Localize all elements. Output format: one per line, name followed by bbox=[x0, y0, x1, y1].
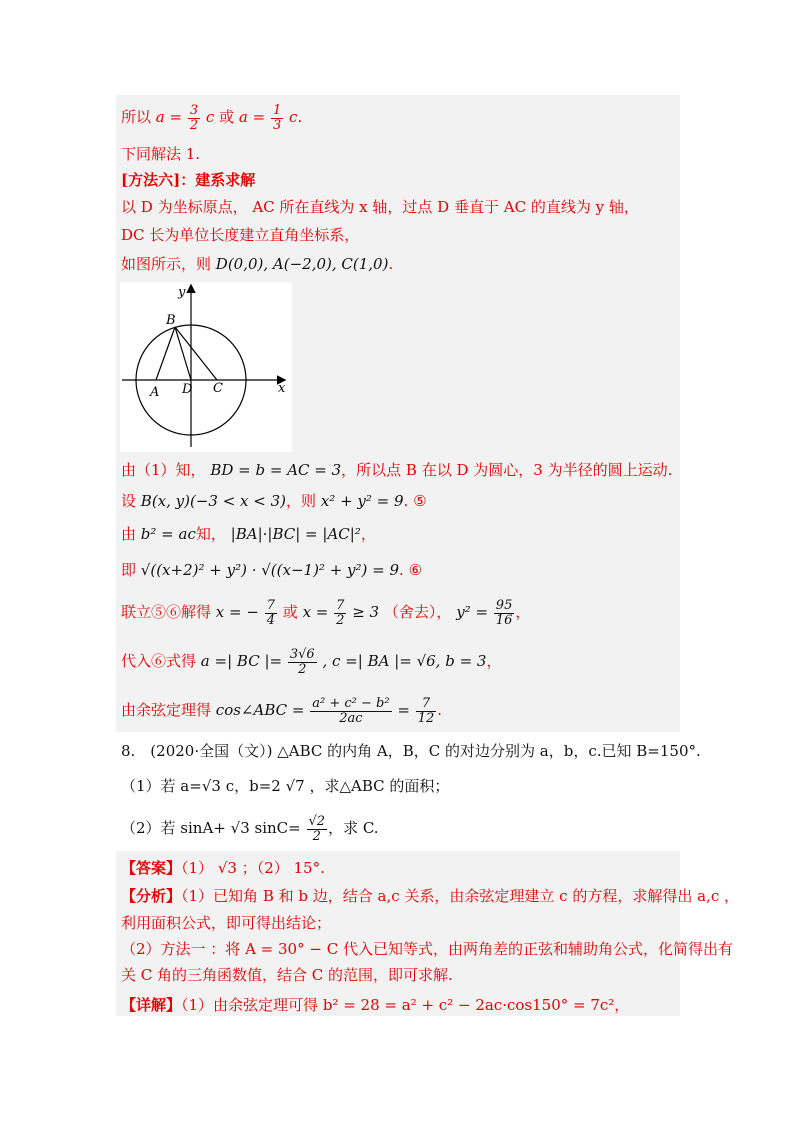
numerator: a² + c² − b² bbox=[312, 695, 390, 711]
text: . bbox=[388, 255, 394, 273]
text: 由 bbox=[121, 525, 137, 543]
text: 代入⑥式得 bbox=[121, 652, 197, 670]
solution-line-b5 bbox=[121, 594, 530, 630]
question-8-line-2: （1）若 a=√3 c，b=2 √7 ，求△ABC 的面积； bbox=[121, 777, 450, 795]
analysis-line-4: 关 C 角的三角函数值，结合 C 的范围，即可求解. bbox=[121, 966, 453, 984]
analysis-line-2: 利用面积公式，即可得出结论； bbox=[121, 914, 332, 932]
numerator: 95 bbox=[495, 597, 513, 613]
fraction bbox=[271, 104, 283, 133]
fraction bbox=[188, 104, 200, 133]
label-x: x bbox=[278, 381, 286, 396]
text: ， bbox=[486, 652, 502, 670]
analysis-tag: 【分析】 bbox=[121, 887, 182, 905]
solution-line-b4 bbox=[121, 560, 422, 580]
math: y² = bbox=[456, 603, 489, 621]
analysis-text: （1）已知角 B 和 b 边，结合 a,c 关系，由余弦定理建立 c 的方程，求解得出 a,c ， bbox=[181, 887, 739, 905]
label-A: A bbox=[150, 385, 160, 400]
text: 如图所示，则 bbox=[121, 255, 212, 273]
text: 知， bbox=[195, 525, 226, 543]
text: ，则 bbox=[286, 492, 317, 510]
math: cos∠ABC = bbox=[215, 701, 305, 719]
numerator: 7 bbox=[266, 597, 275, 613]
math: a = bbox=[155, 108, 183, 126]
solution-line-b1 bbox=[121, 460, 672, 480]
question-8-line-1: 8. (2020·全国（文）) △ABC 的内角 A，B，C 的对边分别为 a，b，c.已知 B=150°. bbox=[121, 742, 701, 760]
math: , c =| BA |= √6, b = 3 bbox=[322, 652, 487, 670]
denominator: 3 bbox=[272, 117, 282, 133]
coordinate-figure bbox=[120, 282, 292, 452]
detail-tag: 【详解】 bbox=[121, 996, 182, 1014]
fraction bbox=[494, 599, 515, 628]
math: x² + y² = 9 bbox=[320, 492, 404, 510]
segment-BC bbox=[175, 327, 217, 380]
solution-line-2: 下同解法 1. bbox=[121, 145, 201, 163]
text: . bbox=[297, 108, 303, 126]
numerator: 7 bbox=[416, 697, 437, 712]
text: . ⑥ bbox=[399, 561, 423, 579]
solution-line-b7 bbox=[121, 692, 442, 728]
numerator: √2 bbox=[308, 813, 326, 829]
math: |BA|·|BC| = |AC|² bbox=[230, 525, 361, 543]
label-D: D bbox=[182, 382, 193, 397]
math: b² = ac bbox=[140, 525, 196, 543]
solution-line-6 bbox=[121, 254, 393, 274]
solution-line-b6 bbox=[121, 643, 501, 679]
numerator: 1 bbox=[272, 102, 282, 118]
text: . ⑤ bbox=[403, 492, 427, 510]
text: 由（1）知， bbox=[121, 461, 206, 479]
text: （舍去）， bbox=[383, 603, 452, 621]
math: c bbox=[205, 108, 215, 126]
numerator: 7 bbox=[336, 597, 345, 613]
denominator: 2 bbox=[312, 828, 321, 844]
text: 设 bbox=[121, 492, 137, 510]
fraction bbox=[334, 599, 346, 628]
segment-BD bbox=[175, 327, 191, 380]
analysis-line-3: （2）方法一 ：将 A = 30° − C 代入已知等式，由两角差的正弦和辅助角公式，化简得出有 bbox=[121, 940, 733, 958]
analysis-line-1 bbox=[121, 886, 739, 906]
math: = bbox=[397, 701, 410, 719]
text: （2）若 sinA+ √3 sinC= bbox=[121, 819, 301, 837]
solution-line-b3 bbox=[121, 524, 376, 544]
numerator: 3√6 bbox=[289, 646, 315, 662]
text: ， bbox=[360, 525, 376, 543]
text: 或 bbox=[282, 603, 298, 621]
label-B: B bbox=[166, 313, 176, 328]
math: B(x, y)(−3 < x < 3) bbox=[140, 492, 287, 510]
answer-text: （1） √3 ；（2） 15°. bbox=[181, 859, 325, 877]
math: x = − bbox=[215, 603, 259, 621]
fraction bbox=[310, 697, 391, 726]
math: x = bbox=[302, 603, 329, 621]
fraction bbox=[265, 599, 277, 628]
text: 所以 bbox=[121, 108, 152, 126]
detail-line bbox=[121, 995, 629, 1015]
fraction bbox=[416, 697, 437, 726]
method-6-heading: [方法六]：建系求解 bbox=[121, 171, 256, 189]
answer-tag: 【答案】 bbox=[121, 859, 182, 877]
solution-line-b2 bbox=[121, 491, 427, 511]
denominator: 2 bbox=[336, 612, 345, 628]
fraction bbox=[288, 648, 317, 677]
solution-line-5: DC 长为单位长度建立直角坐标系， bbox=[121, 226, 360, 244]
text: 或 bbox=[219, 108, 235, 126]
text: . bbox=[437, 701, 443, 719]
math: ≥ 3 bbox=[352, 603, 380, 621]
denominator: 2 bbox=[298, 661, 307, 677]
fraction bbox=[307, 815, 328, 844]
numerator: 3 bbox=[189, 102, 199, 118]
denominator: 2 bbox=[189, 117, 199, 133]
denominator: 12 bbox=[417, 710, 435, 726]
solution-line-4: 以 D 为坐标原点， AC 所在直线为 x 轴，过点 D 垂直于 AC 的直线为 y 轴， bbox=[121, 198, 639, 216]
math: c bbox=[289, 108, 298, 126]
text: 即 bbox=[121, 561, 137, 579]
question-8-line-3 bbox=[121, 810, 379, 846]
text: ，所以点 B 在以 D 为圆心，3 为半径的圆上运动. bbox=[341, 461, 673, 479]
math: D(0,0), A(−2,0), C(1,0) bbox=[215, 255, 389, 273]
math: BD = b = AC = 3 bbox=[210, 461, 342, 479]
text: 联立⑤⑥解得 bbox=[121, 603, 212, 621]
denominator: 4 bbox=[266, 612, 275, 628]
math: √((x+2)² + y²) · √((x−1)² + y²) = 9 bbox=[140, 561, 400, 579]
answer-line bbox=[121, 858, 325, 878]
denominator: 16 bbox=[495, 612, 513, 628]
denominator: 2ac bbox=[339, 710, 363, 726]
math: a =| BC |= bbox=[200, 652, 283, 670]
detail-text: （1）由余弦定理可得 b² = 28 = a² + c² − 2ac·cos150° = 7c²， bbox=[181, 996, 630, 1014]
label-y: y bbox=[178, 285, 186, 300]
math: a = bbox=[238, 108, 266, 126]
text: 由余弦定理得 bbox=[121, 701, 212, 719]
text: ，求 C. bbox=[328, 819, 379, 837]
solution-line-1 bbox=[121, 102, 302, 132]
text: ， bbox=[515, 603, 531, 621]
label-C: C bbox=[213, 381, 223, 396]
